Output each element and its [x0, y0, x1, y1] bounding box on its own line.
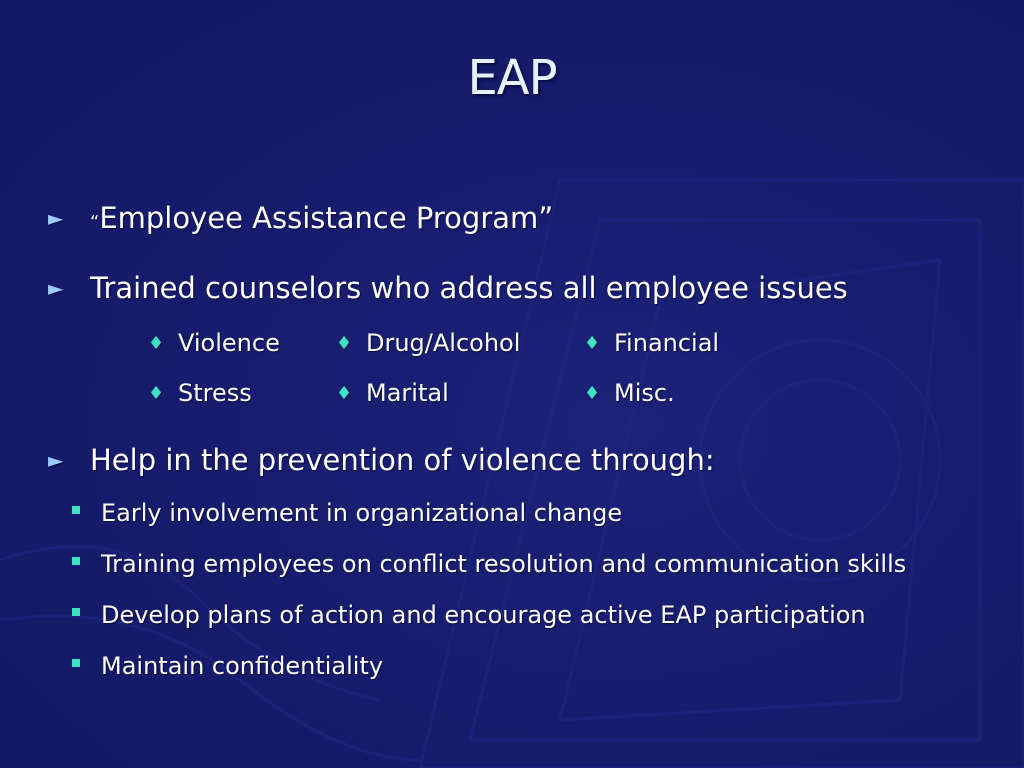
bullet-prevention	[48, 442, 715, 478]
diamond-icon: ♦	[148, 333, 165, 354]
square-icon	[72, 506, 80, 514]
bullet-text: Employee Assistance Program”	[99, 201, 554, 235]
right-triangle-icon: ►	[48, 206, 64, 230]
bullet-text: Help in the prevention of violence through:	[90, 443, 715, 477]
diamond-icon: ♦	[584, 383, 601, 404]
bullet-trained-counselors	[48, 270, 848, 306]
bullet-employee-assistance	[48, 200, 553, 241]
prevention-item-early-involvement: Early involvement in organizational change	[72, 498, 622, 528]
slide-title: EAP	[467, 50, 557, 106]
right-triangle-icon: ►	[48, 448, 64, 472]
prevention-item-training: Training employees on conflict resolution and communication skills	[72, 549, 906, 579]
diamond-icon: ♦	[336, 333, 353, 354]
issue-item-misc: ♦ Misc.	[584, 379, 675, 407]
square-icon	[72, 659, 80, 667]
open-quote: “	[90, 212, 100, 233]
diamond-icon: ♦	[148, 383, 165, 404]
right-triangle-icon: ►	[48, 276, 64, 300]
prevention-item-plans: Develop plans of action and encourage active EAP participation	[72, 600, 866, 630]
issue-item-violence: ♦ Violence	[148, 329, 280, 357]
diamond-icon: ♦	[584, 333, 601, 354]
issue-item-stress: ♦ Stress	[148, 379, 252, 407]
prevention-item-confidentiality: Maintain confidentiality	[72, 651, 383, 681]
square-icon	[72, 608, 80, 616]
square-icon	[72, 557, 80, 565]
issue-item-financial: ♦ Financial	[584, 329, 720, 357]
issue-item-drug-alcohol: ♦ Drug/Alcohol	[336, 329, 521, 357]
bullet-text: Trained counselors who address all employee issues	[90, 271, 848, 305]
diamond-icon: ♦	[336, 383, 353, 404]
issue-item-marital: ♦ Marital	[336, 379, 449, 407]
